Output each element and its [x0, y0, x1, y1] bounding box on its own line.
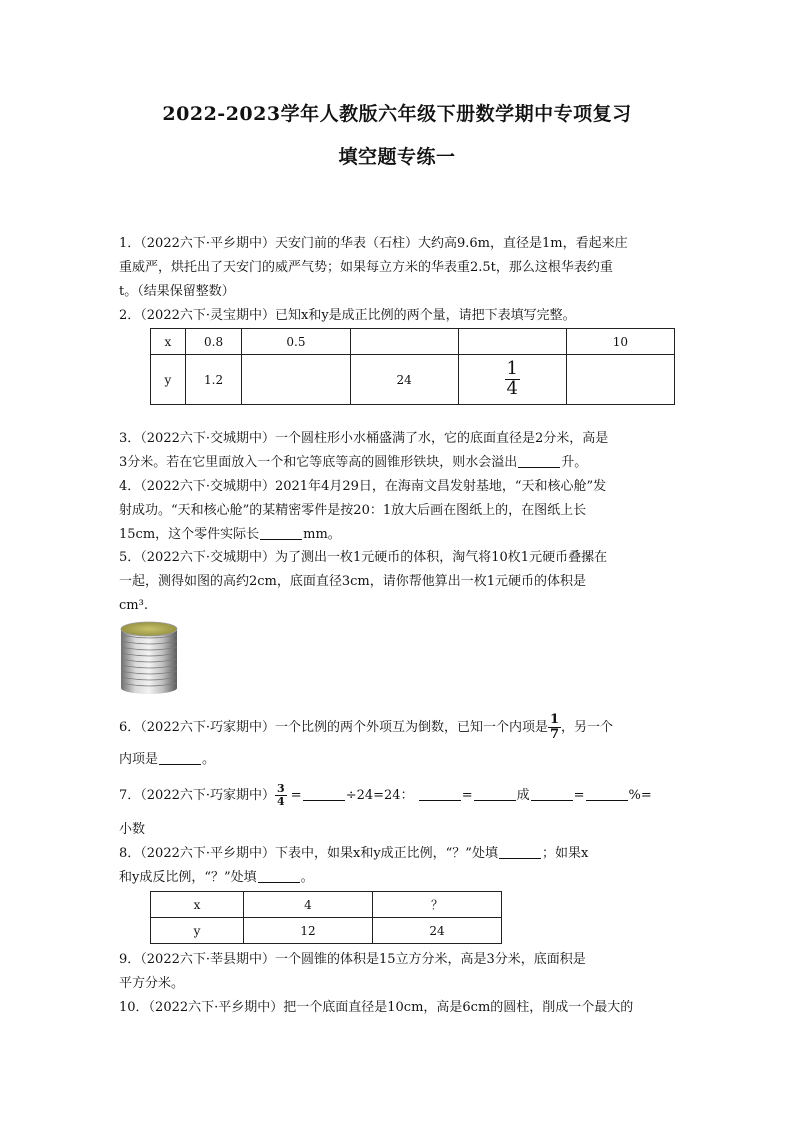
q5-line3: cm³. [119, 598, 148, 613]
q3-line2b: 升。 [561, 455, 588, 470]
q7-blank-4[interactable] [531, 786, 573, 801]
q2-cell [242, 355, 350, 405]
q3-line2a: 3分米。若在它里面放入一个和它等底等高的圆锥形铁块，则水会溢出 [119, 455, 518, 470]
question-8 [119, 842, 679, 890]
question-9 [119, 948, 679, 996]
q2-cell: 10 [566, 329, 674, 355]
q4-line3a: 15cm，这个零件实际长 [119, 527, 260, 542]
question-10 [119, 996, 679, 1020]
q2-line1: 2．（2022六下·灵宝期中）已知x和y是成正比例的两个量，请把下表填写完整。 [119, 308, 576, 323]
q10-line1: 10．（2022六下·平乡期中）把一个底面直径是10cm，高是6cm的圆柱，削成一个最大的 [119, 1000, 634, 1015]
q2-row-x [151, 329, 675, 355]
q8-cell: y [151, 918, 244, 944]
q9-line1: 9．（2022六下·莘县期中）一个圆锥的体积是15立方分米，高是3分米，底面积是 [119, 952, 586, 967]
q1-line1: 1．（2022六下·平乡期中）天安门前的华表（石柱）大约高9.6m，直径是1m，看起来庄 [119, 236, 628, 251]
q1-line3: t。（结果保留整数） [119, 284, 235, 299]
q8-cell: 4 [244, 892, 373, 918]
q8-blank-2[interactable] [258, 868, 300, 883]
q6-fraction [548, 713, 561, 741]
question-5 [119, 546, 679, 618]
q4-line1: 4．（2022六下·交城期中）2021年4月29日，在海南文昌发射基地，“天和核心舱”发 [119, 479, 607, 494]
q7-div: ÷24=24： [345, 788, 414, 803]
q2-row-y [151, 355, 675, 405]
question-7-cont [119, 818, 679, 842]
q8-cell: 24 [373, 918, 502, 944]
q8-line2b: 。 [300, 870, 314, 885]
q8-line1a: 8．（2022六下·平乡期中）下表中，如果x和y成正比例，“？”处填 [119, 846, 498, 861]
q7-prefix: 7．（2022六下·巧家期中） [119, 788, 275, 803]
q7-blank-1[interactable] [303, 786, 345, 801]
q1-line2: 重威严，烘托出了天安门的威严气势；如果每立方米的华表重2.5t，那么这根华表约重 [119, 260, 613, 275]
q4-line3b: mm。 [303, 527, 341, 542]
q8-row-y [151, 918, 502, 944]
question-3 [119, 427, 679, 475]
q4-answer-blank[interactable] [260, 525, 302, 540]
q8-cell: 12 [244, 918, 373, 944]
q2-fraction [505, 360, 520, 399]
q2-fraction-cell [458, 355, 566, 405]
q3-line1: 3．（2022六下·交城期中）一个圆柱形小水桶盛满了水，它的底面直径是2分米，高是 [119, 431, 609, 446]
q8-blank-1[interactable] [499, 844, 541, 859]
q8-table [150, 891, 502, 944]
q5-line2: 一起，测得如图的高约2cm，底面直径3cm，请你帮他算出一枚1元硬币的体积是 [119, 574, 587, 589]
q6-line2a: 内项是 [119, 752, 159, 767]
q6-frac-den: 7 [550, 727, 560, 742]
question-6 [119, 713, 679, 743]
q2-table [150, 328, 675, 405]
question-6-cont [119, 748, 679, 772]
q7-eq3: = [573, 788, 585, 803]
q7-line2: 小数 [119, 822, 146, 837]
q6-line1b: ，另一个 [561, 720, 614, 735]
q3-answer-blank[interactable] [518, 453, 560, 468]
q4-line2: 射成功。“天和核心舱”的某精密零件是按20：1放大后画在图纸上的，在图纸上长 [119, 503, 587, 518]
coin-top-face [121, 622, 177, 636]
q5-line1: 5．（2022六下·交城期中）为了测出一枚1元硬币的体积，淘气将10枚1元硬币叠摞在 [119, 550, 608, 565]
q2-cell [350, 329, 458, 355]
q2-cell: 0.5 [242, 329, 350, 355]
q2-frac-num: 1 [506, 358, 518, 380]
q7-eq2: = [461, 788, 473, 803]
q7-blank-3[interactable] [474, 786, 516, 801]
document-subtitle: 填空题专练一 [338, 146, 456, 168]
q2-cell [566, 355, 674, 405]
q2-cell: 24 [350, 355, 458, 405]
q2-cell: 0.8 [185, 329, 242, 355]
coin-stack-bottom [121, 682, 177, 694]
coin-stack-image [118, 620, 180, 695]
q6-line2b: 。 [202, 752, 216, 767]
q9-line2: 平方分米。 [119, 976, 185, 991]
q8-line1b: ；如果x [541, 846, 589, 861]
q6-answer-blank[interactable] [159, 750, 201, 765]
q2-cell: x [151, 329, 186, 355]
q7-pct: %= [628, 788, 652, 803]
q7-frac-den: 4 [277, 795, 285, 808]
document-title: 2022-2023学年人教版六年级下册数学期中专项复习 [162, 103, 632, 125]
question-1 [119, 232, 679, 304]
q7-fraction [275, 783, 287, 807]
q6-line1a: 6．（2022六下·巧家期中）一个比例的两个外项互为倒数，已知一个内项是 [119, 720, 548, 735]
q7-blank-2[interactable] [419, 786, 461, 801]
q6-frac-num: 1 [550, 712, 560, 728]
question-2 [119, 304, 679, 328]
q2-cell: 1.2 [185, 355, 242, 405]
q8-line2a: 和y成反比例，“？”处填 [119, 870, 257, 885]
q8-cell: x [151, 892, 244, 918]
q2-cell [458, 329, 566, 355]
q8-cell: ？ [373, 892, 502, 918]
q7-frac-num: 3 [277, 782, 285, 796]
q2-cell: y [151, 355, 186, 405]
q8-row-x [151, 892, 502, 918]
q7-cheng: 成 [516, 788, 530, 803]
question-4 [119, 475, 679, 547]
q2-frac-den: 4 [506, 378, 518, 399]
q7-eq: = [290, 788, 302, 803]
question-7 [119, 782, 679, 810]
q7-blank-5[interactable] [586, 786, 628, 801]
